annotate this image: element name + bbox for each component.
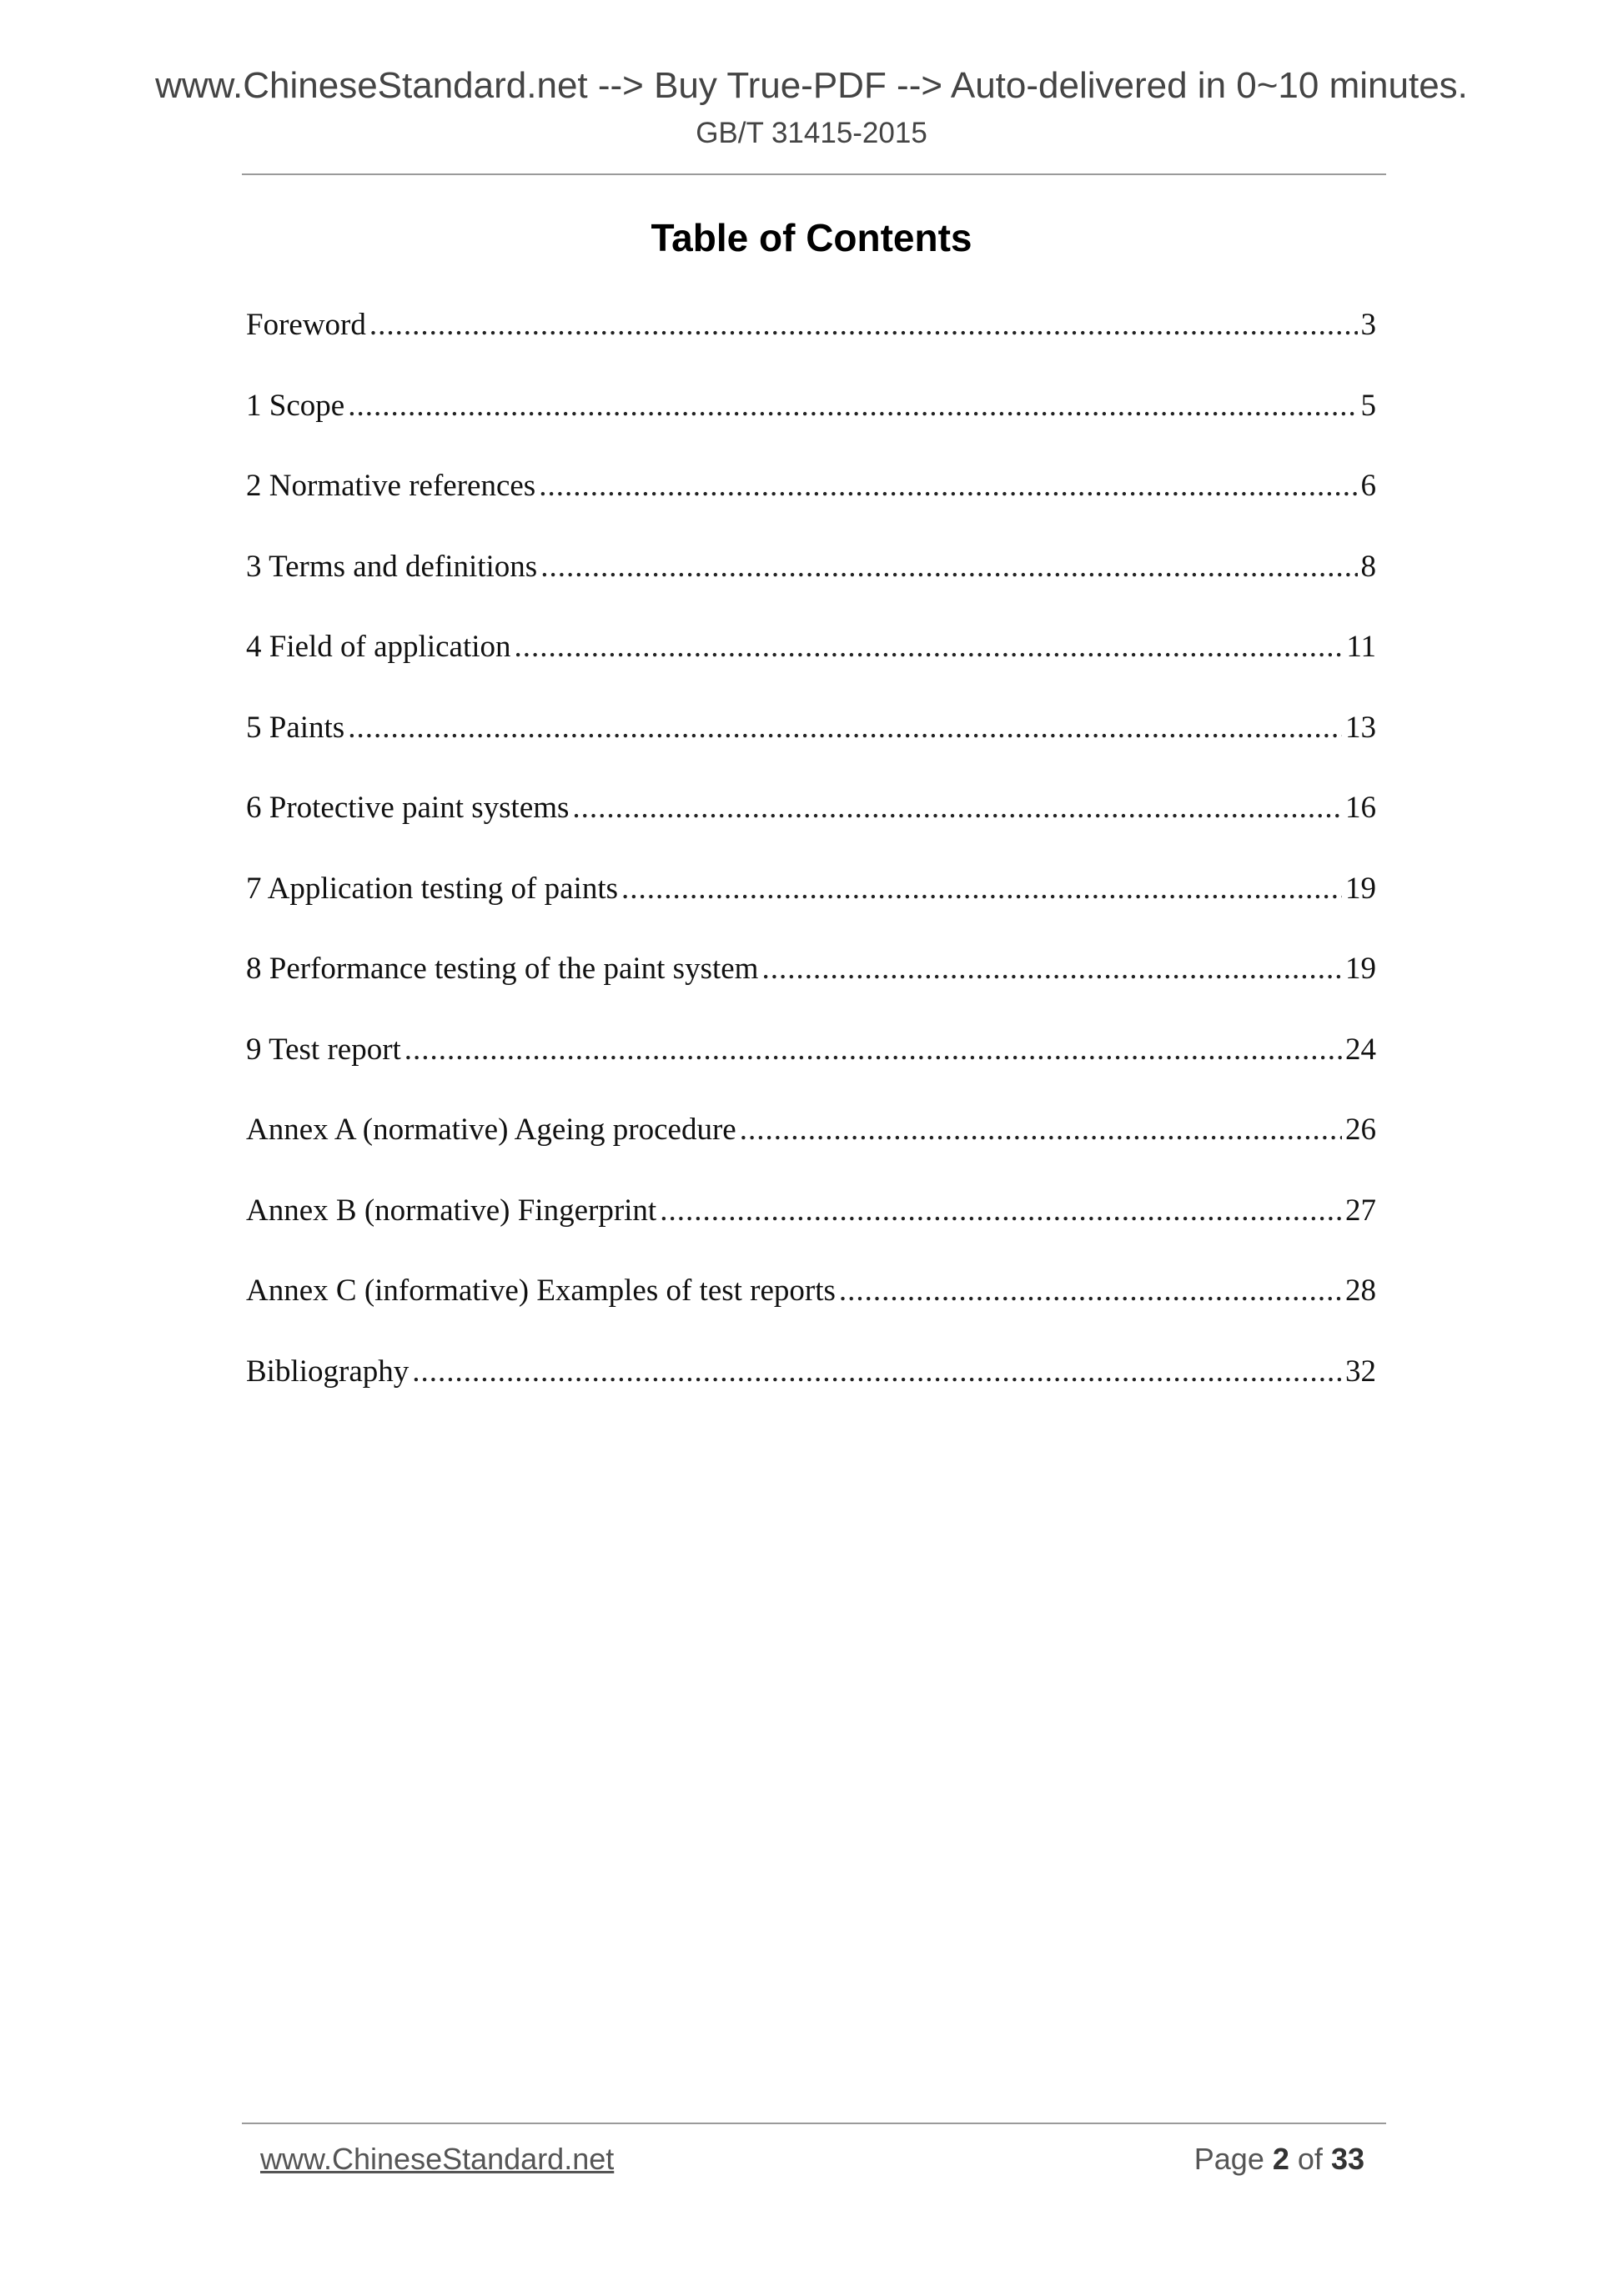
page-of: of (1297, 2142, 1323, 2176)
toc-leader-dots (621, 871, 1342, 907)
toc-leader-dots (839, 1273, 1342, 1309)
current-page-number: 2 (1272, 2142, 1289, 2176)
toc-entry-page: 6 (1360, 469, 1376, 503)
footer-site-link[interactable]: www.ChineseStandard.net (260, 2142, 615, 2176)
toc-entry-label: Annex A (normative) Ageing procedure (246, 1113, 736, 1147)
toc-entry-page: 16 (1345, 791, 1376, 825)
toc-entry-page: 3 (1360, 308, 1376, 342)
toc-entry-label: 8 Performance testing of the paint system (246, 952, 759, 986)
toc-entry-annex-b[interactable] (246, 1193, 1376, 1274)
toc-leader-dots (369, 307, 1358, 343)
toc-entry-annex-a[interactable] (246, 1112, 1376, 1193)
toc-entry-label: 6 Protective paint systems (246, 791, 570, 825)
toc-entry-page: 24 (1345, 1032, 1376, 1067)
toc-entry-annex-c[interactable] (246, 1273, 1376, 1354)
toc-entry-scope[interactable] (246, 388, 1376, 469)
toc-entry-terms-and-definitions[interactable] (246, 549, 1376, 630)
toc-entry-page: 13 (1345, 710, 1376, 745)
toc-entry-page: 32 (1345, 1354, 1376, 1389)
toc-leader-dots (660, 1193, 1342, 1228)
toc-entry-label: 7 Application testing of paints (246, 871, 619, 906)
toc-entry-page: 26 (1345, 1113, 1376, 1147)
toc-entry-bibliography[interactable] (246, 1354, 1376, 1434)
page-indicator (1194, 2142, 1364, 2177)
toc-entry-test-report[interactable] (246, 1032, 1376, 1113)
header-banner: www.ChineseStandard.net --> Buy True-PDF --> Auto-delivered in 0~10 minutes. (155, 65, 1468, 106)
toc-entry-label: 3 Terms and definitions (246, 549, 538, 584)
footer-divider (242, 2123, 1386, 2124)
toc-entry-page: 8 (1360, 549, 1376, 584)
toc-entry-foreword[interactable] (246, 307, 1376, 388)
standard-code: GB/T 31415-2015 (696, 117, 927, 149)
toc-leader-dots (761, 951, 1342, 987)
toc-entry-normative-references[interactable] (246, 468, 1376, 549)
toc-entry-label: Bibliography (246, 1354, 410, 1389)
toc-entry-label: 2 Normative references (246, 469, 536, 503)
toc-leader-dots (539, 468, 1357, 504)
total-pages-number: 33 (1330, 2142, 1364, 2176)
toc-entry-application-testing[interactable] (246, 871, 1376, 952)
toc-leader-dots (540, 549, 1357, 585)
page-prefix: Page (1193, 2142, 1264, 2176)
toc-leader-dots (412, 1354, 1342, 1389)
toc-entry-performance-testing[interactable] (246, 951, 1376, 1032)
toc-leader-dots (515, 629, 1344, 665)
toc-leader-dots (348, 388, 1357, 424)
toc-entry-label: Foreword (246, 308, 366, 342)
toc-entry-page: 5 (1360, 388, 1376, 423)
toc-leader-dots (348, 710, 1342, 746)
toc-list (246, 307, 1376, 1434)
toc-entry-label: Annex C (informative) Examples of test reports (246, 1274, 836, 1308)
toc-entry-page: 19 (1345, 952, 1376, 986)
toc-leader-dots (572, 790, 1342, 826)
toc-entry-page: 11 (1346, 630, 1376, 664)
header-divider (242, 173, 1386, 175)
toc-entry-label: Annex B (normative) Fingerprint (246, 1193, 657, 1228)
toc-entry-page: 27 (1345, 1193, 1376, 1228)
toc-entry-page: 28 (1345, 1274, 1376, 1308)
toc-entry-page: 19 (1345, 871, 1376, 906)
toc-title: Table of Contents (651, 216, 972, 259)
toc-entry-label: 4 Field of application (246, 630, 511, 664)
toc-entry-field-of-application[interactable] (246, 629, 1376, 710)
toc-entry-protective-paint-systems[interactable] (246, 790, 1376, 871)
toc-leader-dots (740, 1112, 1342, 1148)
toc-leader-dots (404, 1032, 1342, 1068)
toc-entry-paints[interactable] (246, 710, 1376, 791)
toc-entry-label: 9 Test report (246, 1032, 401, 1067)
toc-entry-label: 5 Paints (246, 710, 345, 745)
toc-entry-label: 1 Scope (246, 388, 345, 423)
